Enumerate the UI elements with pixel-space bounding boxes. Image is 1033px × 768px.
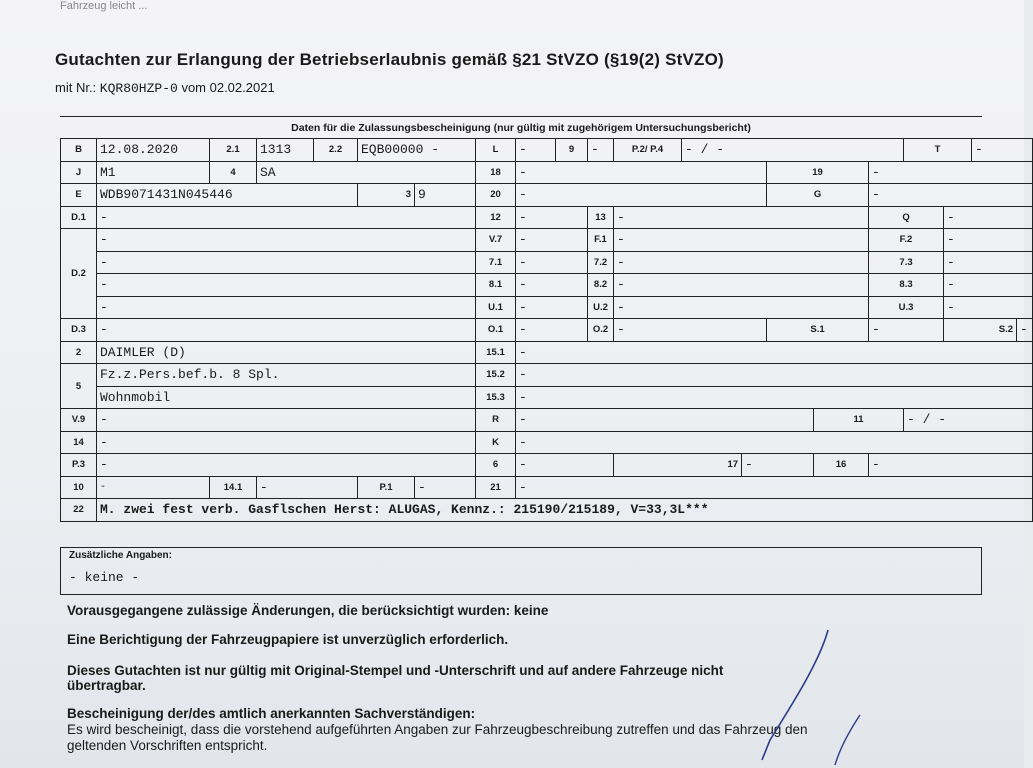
table-row [61, 161, 1033, 184]
field-key: 12 [476, 206, 516, 229]
field-value: WDB9071431N045446 [97, 184, 358, 207]
field-value: M. zwei fest verb. Gasflschen Herst: ALUGAS, Kennz.: 215190/215189, V=33,3L*** [97, 499, 1033, 522]
field-value: - [869, 454, 1033, 477]
field-value: - [97, 229, 476, 252]
field-value: - [944, 206, 1033, 229]
signature-stroke [700, 620, 900, 768]
certification-heading: Bescheinigung der/des amtlich anerkannten Sachverständigen: [67, 706, 476, 721]
field-key: L [476, 139, 516, 162]
field-key: 10 [61, 476, 97, 499]
field-value: - [588, 139, 614, 162]
field-value: SA [257, 161, 476, 184]
field-value: - [614, 274, 869, 297]
field-key: P.3 [61, 454, 97, 477]
field-key: 14.1 [210, 476, 257, 499]
field-value: 1313 [257, 139, 314, 162]
field-value: - [614, 296, 869, 319]
field-value: M1 [97, 161, 210, 184]
field-key: 6 [476, 454, 516, 477]
field-value: - [614, 206, 869, 229]
field-value: - [614, 319, 767, 342]
field-value: - [972, 139, 1033, 162]
field-value: - [516, 476, 1033, 499]
field-value: - [614, 251, 869, 274]
field-key: 15.3 [476, 386, 516, 409]
field-key: 15.1 [476, 341, 516, 364]
field-key: 5 [61, 364, 97, 409]
field-key: 8.1 [476, 274, 516, 297]
header-divider [60, 116, 982, 117]
field-key: S.2 [944, 319, 1017, 342]
table-row [61, 499, 1033, 522]
field-value: - [97, 251, 476, 274]
field-value: DAIMLER (D) [97, 341, 476, 364]
field-key: Q [869, 206, 944, 229]
table-row [61, 454, 1033, 477]
field-value: - [516, 454, 614, 477]
field-value: - [257, 476, 358, 499]
field-key: 22 [61, 499, 97, 522]
field-key: B [61, 139, 97, 162]
field-key: U.1 [476, 296, 516, 319]
field-key: 2 [61, 341, 97, 364]
field-key: 21 [476, 476, 516, 499]
field-value: - [516, 409, 814, 432]
validity-notice-line2: übertragbar. [67, 678, 146, 693]
table-row [61, 409, 1033, 432]
field-key: S.1 [767, 319, 869, 342]
field-value: - [516, 274, 588, 297]
subtitle-prefix: mit Nr.: [55, 80, 97, 95]
field-value: - / - [904, 409, 1033, 432]
table-row [61, 431, 1033, 454]
validity-notice-line1: Dieses Gutachten ist nur gültig mit Original-Stempel und -Unterschrift und auf andere Fahrzeuge nicht [67, 663, 724, 678]
field-key: T [904, 139, 972, 162]
additional-info-box [60, 547, 982, 595]
field-value: - [516, 161, 767, 184]
field-value: - [944, 251, 1033, 274]
field-value: - [97, 409, 476, 432]
field-key: O.1 [476, 319, 516, 342]
field-key: V.7 [476, 229, 516, 252]
report-number: KQR80HZP-0 [99, 81, 178, 96]
field-value: - [97, 319, 476, 342]
field-value: - [1017, 319, 1033, 342]
field-key: D.2 [61, 229, 97, 319]
field-value: - [415, 476, 476, 499]
field-key: 15.2 [476, 364, 516, 387]
registration-data-table [60, 138, 1033, 522]
table-row [61, 206, 1033, 229]
field-value: - [869, 319, 944, 342]
correction-notice: Eine Berichtigung der Fahrzeugpapiere ist unverzüglich erforderlich. [67, 632, 509, 647]
field-key: U.3 [869, 296, 944, 319]
field-key: J [61, 161, 97, 184]
field-key: R [476, 409, 516, 432]
field-value: - [516, 229, 588, 252]
field-key: 9 [556, 139, 588, 162]
table-row [61, 251, 1033, 274]
field-key: 2.2 [314, 139, 358, 162]
field-value: - [614, 229, 869, 252]
certification-text-line1: Es wird bescheinigt, dass die vorstehend aufgeführten Angaben zur Fahrzeugbeschreibung zutreffen und das Fahrzeug den [67, 722, 808, 737]
field-key: 7.1 [476, 251, 516, 274]
field-key: F.2 [869, 229, 944, 252]
report-date: vom 02.02.2021 [181, 80, 275, 95]
field-value: 9 [415, 184, 476, 207]
field-key: U.2 [588, 296, 614, 319]
field-value: - [97, 206, 476, 229]
field-key: 11 [814, 409, 904, 432]
field-value: Wohnmobil [97, 386, 476, 409]
field-key: 7.2 [588, 251, 614, 274]
field-key: D.3 [61, 319, 97, 342]
field-value: - [97, 274, 476, 297]
field-key: 18 [476, 161, 516, 184]
field-value: - [516, 251, 588, 274]
field-value: - [742, 454, 814, 477]
additional-info-label: Zusätzliche Angaben: [69, 550, 172, 561]
field-value: - [944, 229, 1033, 252]
field-key: 8.3 [869, 274, 944, 297]
field-value: - [516, 139, 556, 162]
field-key: E [61, 184, 97, 207]
field-key: V.9 [61, 409, 97, 432]
table-row [61, 386, 1033, 409]
field-key: P.1 [358, 476, 415, 499]
field-key: 14 [61, 431, 97, 454]
table-row [61, 364, 1033, 387]
field-value: - [516, 431, 1033, 454]
field-value: - [97, 476, 210, 499]
field-value: - [516, 184, 767, 207]
field-value: - [516, 319, 588, 342]
table-title: Daten für die Zulassungsbescheinigung (nur gültig mit zugehörigem Untersuchungsbericht) [291, 122, 751, 134]
document-title: Gutachten zur Erlangung der Betriebserlaubnis gemäß §21 StVZO (§19(2) StVZO) [55, 50, 724, 69]
additional-info-value: - keine - [69, 570, 140, 585]
field-value: - / - [682, 139, 904, 162]
field-key: D.1 [61, 206, 97, 229]
table-row [61, 296, 1033, 319]
field-value: - [516, 386, 1033, 409]
header-topline: Fahrzeug leicht ... [60, 0, 148, 12]
table-row [61, 341, 1033, 364]
table-row [61, 139, 1033, 162]
field-key: 3 [358, 184, 415, 207]
field-value: Fz.z.Pers.bef.b. 8 Spl. [97, 364, 476, 387]
field-value: - [869, 161, 1033, 184]
field-value: - [97, 431, 476, 454]
field-value: - [97, 296, 476, 319]
field-key: P.2/ P.4 [614, 139, 682, 162]
field-value: - [944, 274, 1033, 297]
field-key: 17 [614, 454, 742, 477]
field-key: G [767, 184, 869, 207]
table-row [61, 476, 1033, 499]
field-value: - [516, 364, 1033, 387]
table-row [61, 274, 1033, 297]
document-subtitle [55, 80, 275, 96]
field-key: K [476, 431, 516, 454]
field-value: - [944, 296, 1033, 319]
field-value: - [516, 341, 1033, 364]
field-key: 7.3 [869, 251, 944, 274]
field-key: 2.1 [210, 139, 257, 162]
field-value: 12.08.2020 [97, 139, 210, 162]
field-key: 8.2 [588, 274, 614, 297]
field-key: 19 [767, 161, 869, 184]
field-value: - [97, 454, 476, 477]
table-row [61, 319, 1033, 342]
field-key: F.1 [588, 229, 614, 252]
field-value: - [516, 206, 588, 229]
field-key: 16 [814, 454, 869, 477]
field-key: O.2 [588, 319, 614, 342]
table-row [61, 184, 1033, 207]
field-key: 13 [588, 206, 614, 229]
field-key: 4 [210, 161, 257, 184]
certification-text-line2: geltenden Vorschriften entspricht. [67, 738, 268, 753]
field-value: EQB00000 - [358, 139, 476, 162]
field-key: 20 [476, 184, 516, 207]
field-value: - [516, 296, 588, 319]
table-row [61, 229, 1033, 252]
field-value: - [869, 184, 1033, 207]
previous-changes-text: Vorausgegangene zulässige Änderungen, die berücksichtigt wurden: keine [67, 603, 549, 618]
